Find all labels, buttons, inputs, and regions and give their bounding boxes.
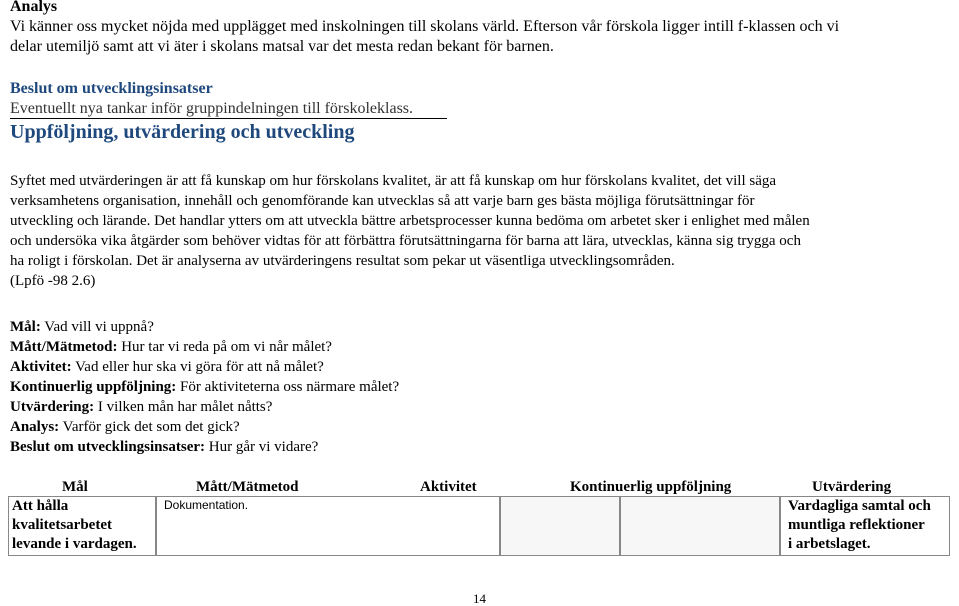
uppfoljning-line-4: och undersöka vika åtgärder som behöver vidtas för att förbättra förutsättningarna för barna att lära, utvecklas, känna sig trygga och bbox=[10, 233, 801, 249]
table-utvardering-line-2: muntliga reflektioner bbox=[788, 517, 925, 533]
table-header-matt: Mått/Mätmetod bbox=[196, 479, 299, 495]
definition-text: Hur tar vi reda på om vi når målet? bbox=[117, 339, 332, 355]
table-utvardering-line-1: Vardagliga samtal och bbox=[788, 498, 931, 514]
definition-text: Hur går vi vidare? bbox=[205, 439, 319, 455]
beslut-heading: Beslut om utvecklingsinsatser bbox=[10, 80, 213, 97]
definition-term: Analys: bbox=[10, 419, 60, 435]
definition-term: Mått/Mätmetod: bbox=[10, 339, 118, 355]
definition-text: Varför gick det som det gick? bbox=[59, 419, 240, 435]
uppfoljning-line-1: Syftet med utvärderingen är att få kunskap om hur förskolans kvalitet, är att få kunskap om hur förskolans kvalitet, det vill säga bbox=[10, 173, 777, 189]
analys-line-2: delar utemiljö samt att vi äter i skolans matsal var det mesta redan bekant för barnen. bbox=[10, 38, 554, 55]
definition-term: Aktivitet: bbox=[10, 359, 72, 375]
definition-matt bbox=[10, 338, 332, 357]
table-matt-text: Dokumentation. bbox=[164, 498, 249, 512]
beslut-line: Eventuellt nya tankar inför gruppindelningen till förskoleklass. bbox=[10, 100, 414, 117]
definition-text: Vad vill vi uppnå? bbox=[40, 319, 154, 335]
uppfoljning-heading: Uppföljning, utvärdering och utveckling bbox=[10, 121, 355, 143]
table-mal-line-3: levande i vardagen. bbox=[12, 536, 137, 552]
uppfoljning-line-5: ha roligt i förskolan. Det är analyserna av utvärderingens resultat som pekar ut väsentliga utvecklingsområden. bbox=[10, 253, 675, 269]
table-header-uppfoljning: Kontinuerlig uppföljning bbox=[570, 479, 732, 495]
table-header-aktivitet: Aktivitet bbox=[420, 479, 477, 495]
definition-analys bbox=[10, 418, 240, 437]
table-utvardering-line-3: i arbetslaget. bbox=[788, 536, 871, 552]
table-mal-line-1: Att hålla bbox=[12, 498, 69, 514]
beslut-underline bbox=[10, 118, 447, 119]
definition-aktivitet bbox=[10, 358, 324, 377]
uppfoljning-line-2: verksamhetens organisation, innehåll och genomförande kan utvecklas så att varje barn ges bästa möjliga förutsättningar för bbox=[10, 193, 755, 209]
definition-mal bbox=[10, 318, 154, 337]
analys-heading: Analys bbox=[10, 0, 58, 15]
uppfoljning-line-3: utveckling och lärande. Det handlar ytters om att utveckla bättre arbetsprocesser kunna bedöma om arbetet sker i enlighet med målen bbox=[10, 213, 810, 229]
definition-utvardering bbox=[10, 398, 272, 417]
definition-term: Mål: bbox=[10, 319, 41, 335]
table-mal-line-2: kvalitetsarbetet bbox=[12, 517, 112, 533]
table-cell-uppfoljning bbox=[620, 496, 780, 556]
definition-text: Vad eller hur ska vi göra för att nå målet? bbox=[71, 359, 324, 375]
table-header-utvardering: Utvärdering bbox=[812, 479, 892, 495]
page-number: 14 bbox=[473, 591, 486, 606]
definition-beslut bbox=[10, 438, 318, 457]
table-header-mal: Mål bbox=[62, 479, 88, 495]
definition-text: I vilken mån har målet nåtts? bbox=[94, 399, 273, 415]
definition-uppfoljning bbox=[10, 378, 399, 397]
definition-term: Beslut om utvecklingsinsatser: bbox=[10, 439, 205, 455]
definition-term: Utvärdering: bbox=[10, 399, 95, 415]
uppfoljning-citation: (Lpfö -98 2.6) bbox=[10, 273, 96, 289]
definition-text: För aktiviteterna oss närmare målet? bbox=[176, 379, 400, 395]
table-cell-aktivitet bbox=[500, 496, 620, 556]
analys-line-1: Vi känner oss mycket nöjda med upplägget med inskolningen till skolans värld. Efterson vår förskola ligger intill f-klassen och vi bbox=[10, 18, 840, 35]
definition-term: Kontinuerlig uppföljning: bbox=[10, 379, 177, 395]
